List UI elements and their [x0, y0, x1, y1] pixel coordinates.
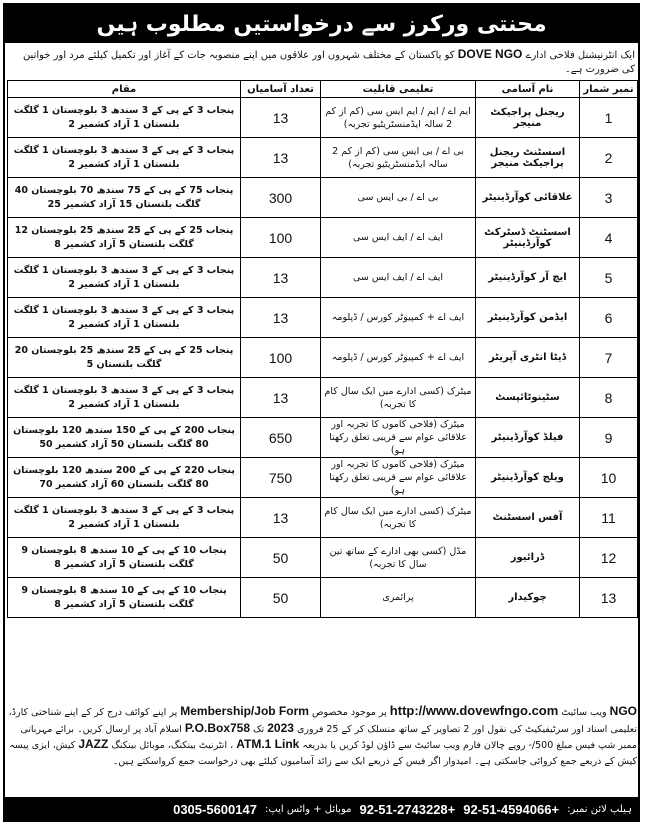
table-row [8, 138, 638, 178]
header-count: تعداد آسامیاں [241, 81, 321, 98]
row-post-count: 13 [241, 298, 321, 338]
row-serial: 6 [580, 298, 638, 338]
ngo-label: NGO [609, 704, 637, 718]
footer-mid6: کیش، ایزی پیسہ کیش کے ذریعے جمع کروائی جاسکتی ہے۔ امیدوار اگر فیس کے ذریعے ایک سے زائد آسامیوں کیلئے بھی درخواست جمع کرواسکتے ہیں۔ [9, 740, 637, 767]
row-qualification: بی اے / بی ایس سی [321, 178, 476, 218]
row-post-title: چوکیدار [476, 578, 580, 618]
row-qualification: مڈل (کسی بھی ادارے کے ساتھ تین سال کا تجربہ) [321, 538, 476, 578]
row-qualification: ایف اے / ایف ایس سی [321, 218, 476, 258]
row-post-title: اسسٹنٹ ڈسٹرکٹ کوآرڈینیٹر [476, 218, 580, 258]
row-location: پنجاب 10 کے پی کے 10 سندھ 8 بلوچستان 9 گلگت بلتستان 5 آزاد کشمیر 8 [8, 538, 241, 578]
row-qualification: پرائمری [321, 578, 476, 618]
row-post-count: 50 [241, 578, 321, 618]
row-qualification: میٹرک (فلاحی کاموں کا تجربہ اور علاقائی عوام سے قریبی تعلق رکھتا ہو) [321, 418, 476, 458]
row-serial: 7 [580, 338, 638, 378]
row-post-title: ایڈمن کوآرڈینیٹر [476, 298, 580, 338]
table-row [8, 338, 638, 378]
atm-link-label: ATM.1 Link [236, 737, 300, 751]
row-post-count: 100 [241, 338, 321, 378]
header-qualification: تعلیمی قابلیت [321, 81, 476, 98]
row-serial: 1 [580, 98, 638, 138]
row-post-title: ریجنل پراجیکٹ منیجر [476, 98, 580, 138]
jobs-table [7, 80, 638, 618]
row-post-title: ویلج کوآرڈینیٹر [476, 458, 580, 498]
application-instructions [6, 703, 637, 769]
table-row [8, 378, 638, 418]
row-post-title: اسسٹنٹ ریجنل پراجیکٹ منیجر [476, 138, 580, 178]
row-serial: 5 [580, 258, 638, 298]
header-location: مقام [8, 81, 241, 98]
table-row [8, 258, 638, 298]
table-row [8, 538, 638, 578]
header-serial: نمبر شمار [580, 81, 638, 98]
row-post-count: 750 [241, 458, 321, 498]
row-location: پنجاب 10 کے پی کے 10 سندھ 8 بلوچستان 9 گلگت بلتستان 5 آزاد کشمیر 8 [8, 578, 241, 618]
row-post-count: 13 [241, 498, 321, 538]
row-post-title: ڈیٹا انٹری آپریٹر [476, 338, 580, 378]
po-box: P.O.Box758 [184, 720, 251, 735]
row-post-count: 13 [241, 98, 321, 138]
footer-mid4: اسلام آباد پر ارسال کریں۔ برائے مہربانی ممبر شپ فیس مبلغ 500/- روپے چالان فارم ویب سائیٹ سے ڈاؤن لوڈ کریں یا بذریعہ [20, 723, 637, 751]
row-location: پنجاب 200 کے پی کے 150 سندھ 120 بلوچستان 80 گلگت بلتستان 50 آزاد کشمیر 50 [8, 418, 241, 458]
row-qualification: ایف اے + کمپیوٹر کورس / ڈپلومہ [321, 298, 476, 338]
row-post-title: آفس اسسٹنٹ [476, 498, 580, 538]
row-post-count: 13 [241, 378, 321, 418]
row-serial: 9 [580, 418, 638, 458]
intro-paragraph [8, 47, 635, 77]
row-qualification: ایف اے + کمپیوٹر کورس / ڈپلومہ [321, 338, 476, 378]
table-row [8, 98, 638, 138]
table-row [8, 498, 638, 538]
row-location: پنجاب 25 کے پی کے 25 سندھ 25 بلوچستان 20 گلگت بلتستان 5 [8, 338, 241, 378]
phone-number-2: +92-51-2743228 [359, 801, 456, 817]
table-row [8, 298, 638, 338]
row-post-title: سٹینوٹائپسٹ [476, 378, 580, 418]
footer-mid3: تک [253, 723, 265, 735]
table-row [8, 578, 638, 618]
row-serial: 12 [580, 538, 638, 578]
helpline-label: ہیلپ لائن نمبر: [567, 803, 632, 815]
helpline-bar [5, 797, 638, 821]
mobile-label: موبائل + واٹس ایپ: [264, 803, 352, 815]
row-qualification: میٹرک (فلاحی کاموں کا تجربہ اور علاقائی عوام سے قریبی تعلق رکھتا ہو) [321, 458, 476, 498]
table-row [8, 178, 638, 218]
row-location: پنجاب 25 کے پی کے 25 سندھ 25 بلوچستان 12 گلگت بلتستان 5 آزاد کشمیر 8 [8, 218, 241, 258]
row-post-count: 650 [241, 418, 321, 458]
org-name: DOVE NGO [457, 47, 523, 61]
footer-mid5: ، انٹرنیٹ بینکنگ، موبائل بینکنگ [111, 740, 234, 751]
row-serial: 4 [580, 218, 638, 258]
row-qualification: میٹرک (کسی ادارے میں ایک سال کام کا تجربہ) [321, 498, 476, 538]
row-location: پنجاب 75 کے پی کے 75 سندھ 70 بلوچستان 40 گلگت بلتستان 15 آزاد کشمیر 25 [8, 178, 241, 218]
jazz-label: JAZZ [78, 737, 109, 751]
row-qualification: میٹرک (کسی ادارے میں ایک سال کام کا تجربہ) [321, 378, 476, 418]
page-title: محنتی ورکرز سے درخواستیں مطلوب ہیں [5, 5, 638, 43]
phone-number-1: +92-51-4594066 [463, 801, 560, 817]
row-qualification: ایف اے / ایف ایس سی [321, 258, 476, 298]
row-post-title: فیلڈ کوآرڈینیٹر [476, 418, 580, 458]
table-header-row [8, 81, 638, 98]
website-link[interactable]: http://www.dovewfngo.com [389, 703, 559, 718]
row-post-title: علاقائی کوآرڈینیٹر [476, 178, 580, 218]
table-row [8, 418, 638, 458]
row-post-title: ڈرائیور [476, 538, 580, 578]
row-serial: 3 [580, 178, 638, 218]
row-serial: 2 [580, 138, 638, 178]
row-serial: 13 [580, 578, 638, 618]
row-serial: 11 [580, 498, 638, 538]
table-row [8, 458, 638, 498]
row-post-count: 50 [241, 538, 321, 578]
row-location: پنجاب 3 کے پی کے 3 سندھ 3 بلوچستان 1 گلگت بلتستان 1 آزاد کشمیر 2 [8, 498, 241, 538]
row-post-title: ایچ آر کوآرڈینیٹر [476, 258, 580, 298]
footer-mid2: پر اپنے کوائف درج کر کے اپنے شناختی کارڈ، تعلیمی اسناد اور سرٹیفیکیٹ کی نقول اور 2 تصاویر کے ساتھ منسلک کر کے 25 فروری [8, 707, 637, 735]
deadline-year: 2023 [267, 720, 294, 735]
row-serial: 8 [580, 378, 638, 418]
row-location: پنجاب 3 کے پی کے 3 سندھ 3 بلوچستان 1 گلگت بلتستان 1 آزاد کشمیر 2 [8, 98, 241, 138]
row-serial: 10 [580, 458, 638, 498]
mobile-number: 0305-5600147 [173, 801, 257, 817]
row-location: پنجاب 3 کے پی کے 3 سندھ 3 بلوچستان 1 گلگت بلتستان 1 آزاد کشمیر 2 [8, 138, 241, 178]
footer-mid1: پر موجود مخصوص [311, 707, 387, 718]
row-location: پنجاب 3 کے پی کے 3 سندھ 3 بلوچستان 1 گلگت بلتستان 1 آزاد کشمیر 2 [8, 378, 241, 418]
row-post-count: 13 [241, 258, 321, 298]
row-post-count: 13 [241, 138, 321, 178]
site-label: ویب سائیٹ [561, 707, 607, 718]
intro-post: کو پاکستان کے مختلف شہروں اور علاقوں میں اپنے منصوبہ جات کے آغاز اور تکمیل کیلئے مرد اور خواتین کی ضرورت ہے۔ [22, 50, 635, 75]
row-qualification: بی اے / بی ایس سی (کم از کم 2 سالہ ایڈمنسٹریٹیو تجربہ) [321, 138, 476, 178]
row-post-count: 100 [241, 218, 321, 258]
row-qualification: ایم اے / ایم / ایم ایس سی (کم از کم 2 سالہ ایڈمنسٹریٹیو تجربہ) [321, 98, 476, 138]
row-location: پنجاب 3 کے پی کے 3 سندھ 3 بلوچستان 1 گلگت بلتستان 1 آزاد کشمیر 2 [8, 298, 241, 338]
intro-pre: ایک انٹرنیشنل فلاحی ادارے [525, 50, 635, 61]
table-row [8, 218, 638, 258]
membership-form-label: Membership/Job Form [180, 704, 309, 718]
row-location: پنجاب 220 کے پی کے 200 سندھ 120 بلوچستان 80 گلگت بلتستان 60 آزاد کشمیر 70 [8, 458, 241, 498]
header-post: نام آسامی [476, 81, 580, 98]
row-location: پنجاب 3 کے پی کے 3 سندھ 3 بلوچستان 1 گلگت بلتستان 1 آزاد کشمیر 2 [8, 258, 241, 298]
row-post-count: 300 [241, 178, 321, 218]
